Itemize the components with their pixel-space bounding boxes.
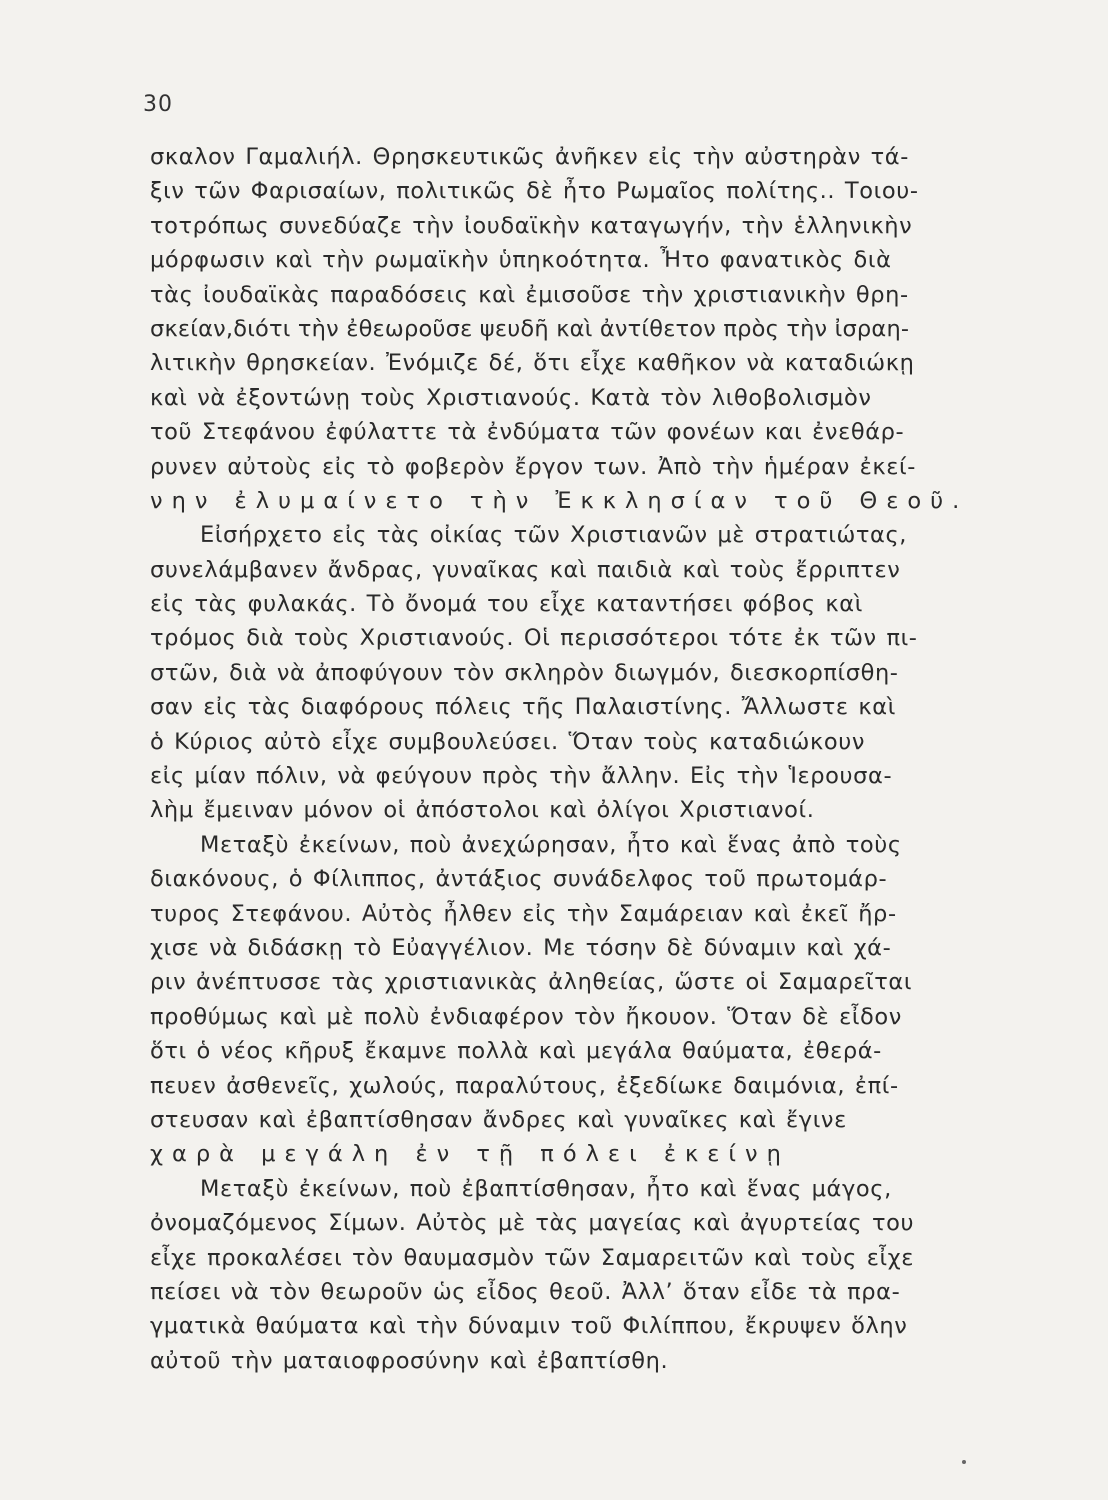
text-line: λὴμ ἔμειναν μόνον οἱ ἀπόστολοι καὶ ὀλίγοι Χριστιανοί. xyxy=(150,797,815,824)
text-line: σκαλον Γαμαλιήλ. Θρησκευτικῶς ἀνῆκεν εἰς τὴν αὐστηρὰν τά- xyxy=(150,144,909,170)
text-line: τρόμος διὰ τοὺς Χριστιανούς. Οἱ περισσότεροι τότε ἐκ τῶν πι- xyxy=(150,625,918,652)
text-line: Μεταξὺ ἐκείνων, ποὺ ἀνεχώρησαν, ἦτο καὶ ἕνας ἀπὸ τοὺς xyxy=(200,831,902,858)
text-line: γματικὰ θαύματα καὶ τὴν δύναμιν τοῦ Φιλίππου, ἔκρυψεν ὅλην xyxy=(150,1313,908,1340)
text-line: νην ἐλυμαίνετο τὴν Ἐκκλησίαν τοῦ Θεοῦ. xyxy=(150,487,969,514)
text-line: σκείαν,διότι τὴν ἐθεωροῦσε ψευδῆ καὶ ἀντίθετον πρὸς τὴν ἰσραη- xyxy=(150,315,910,342)
text-line: συνελάμβανεν ἄνδρας, γυναῖκας καὶ παιδιὰ καὶ τοὺς ἔρριπτεν xyxy=(150,556,901,583)
text-line: χισε νὰ διδάσκῃ τὸ Εὐαγγέλιον. Με τόσην δὲ δύναμιν καὶ χά- xyxy=(150,934,892,961)
text-line: πείσει νὰ τὸν θεωροῦν ὡς εἶδος θεοῦ. Ἀλλ’ ὅταν εἶδε τὰ πρα- xyxy=(150,1278,901,1305)
text-line: εἶχε προκαλέσει τὸν θαυμασμὸν τῶν Σαμαρειτῶν καὶ τοὺς εἶχε xyxy=(150,1244,915,1271)
text-line: ὀνομαζόμενος Σίμων. Αὐτὸς μὲ τὰς μαγείας καὶ ἀγυρτείας του xyxy=(150,1210,915,1237)
text-line: Μεταξὺ ἐκείνων, ποὺ ἐβαπτίσθησαν, ἦτο καὶ ἕνας μάγος, xyxy=(200,1175,892,1202)
ink-speck xyxy=(962,1460,966,1464)
text-line: στῶν, διὰ νὰ ἀποφύγουν τὸν σκληρὸν διωγμόν, διεσκορπίσθη- xyxy=(150,659,899,686)
text-line: πευεν ἀσθενεῖς, χωλούς, παραλύτους, ἐξεδίωκε δαιμόνια, ἐπί- xyxy=(150,1072,899,1099)
text-line: χαρὰ μεγάλη ἐν τῇ πόλει ἐκείνῃ xyxy=(150,1141,790,1168)
text-line: τὰς ἰουδαϊκὰς παραδόσεις καὶ ἐμισοῦσε τὴν χριστιανικὴν θρη- xyxy=(150,281,909,308)
text-line: μόρφωσιν καὶ τὴν ρωμαϊκὴν ὑπηκοότητα. Ἦτο φανατικὸς διὰ xyxy=(150,247,892,274)
text-line: διακόνους, ὁ Φίλιππος, ἀντάξιος συνάδελφος τοῦ πρωτομάρ- xyxy=(150,866,888,893)
body-text xyxy=(150,140,1030,1378)
text-line: εἰς τὰς φυλακάς. Τὸ ὄνομά του εἶχε καταντήσει φόβος καὶ xyxy=(150,591,863,618)
text-line: αὐτοῦ τὴν ματαιοφροσύνην καὶ ἐβαπτίσθη. xyxy=(150,1347,669,1374)
text-line: καὶ νὰ ἐξοντώνῃ τοὺς Χριστιανούς. Κατὰ τὸν λιθοβολισμὸν xyxy=(150,384,872,411)
text-line: ὅτι ὁ νέος κῆρυξ ἔκαμνε πολλὰ καὶ μεγάλα θαύματα, ἐθερά- xyxy=(150,1038,882,1065)
text-line: τοῦ Στεφάνου ἐφύλαττε τὰ ἐνδύματα τῶν φονέων και ἐνεθάρ- xyxy=(150,419,905,446)
text-line: σαν εἰς τὰς διαφόρους πόλεις τῆς Παλαιστίνης. Ἄλλωστε καὶ xyxy=(150,694,896,721)
text-line: ὁ Κύριος αὐτὸ εἶχε συμβουλεύσει. Ὅταν τοὺς καταδιώκουν xyxy=(150,728,866,755)
page-number: 30 xyxy=(143,92,173,117)
text-line: στευσαν καὶ ἐβαπτίσθησαν ἄνδρες καὶ γυναῖκες καὶ ἔγινε xyxy=(150,1106,847,1133)
text-line: ρυνεν αὐτοὺς εἰς τὸ φοβερὸν ἔργον των. Ἀπὸ τὴν ἡμέραν ἐκεί- xyxy=(150,453,916,480)
text-line: προθύμως καὶ μὲ πολὺ ἐνδιαφέρον τὸν ἤκουον. Ὅταν δὲ εἶδον xyxy=(150,1003,902,1030)
text-line: λιτικὴν θρησκείαν. Ἐνόμιζε δέ, ὅτι εἶχε καθῆκον νὰ καταδιώκῃ xyxy=(150,350,915,377)
text-line: Εἰσήρχετο εἰς τὰς οἰκίας τῶν Χριστιανῶν μὲ στρατιώτας, xyxy=(200,522,908,549)
text-line: τοτρόπως συνεδύαζε τὴν ἰουδαϊκὴν καταγωγήν, τὴν ἑλληνικὴν xyxy=(150,212,913,239)
text-line: ξιν τῶν Φαρισαίων, πολιτικῶς δὲ ἦτο Ρωμαῖος πολίτης.. Τοιου- xyxy=(150,178,919,205)
text-line: ριν ἀνέπτυσσε τὰς χριστιανικὰς ἀληθείας, ὥστε οἱ Σαμαρεῖται xyxy=(150,969,913,996)
text-line: εἰς μίαν πόλιν, νὰ φεύγουν πρὸς τὴν ἄλλην. Εἰς τὴν Ἱερουσα- xyxy=(150,763,893,790)
text-line: τυρος Στεφάνου. Αὐτὸς ἦλθεν εἰς τὴν Σαμάρειαν καὶ ἐκεῖ ἤρ- xyxy=(150,900,897,927)
